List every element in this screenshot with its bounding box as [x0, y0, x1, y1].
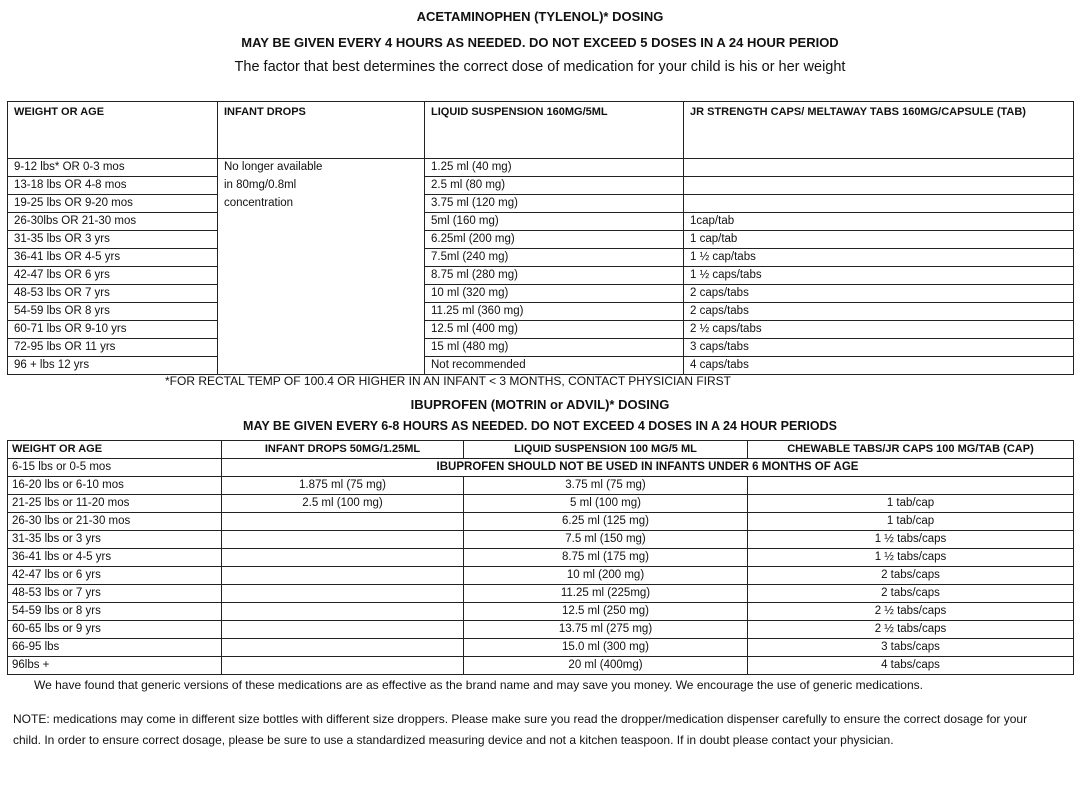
infant-drops-cell: concentration — [218, 195, 425, 213]
table-row — [8, 603, 1074, 621]
warning-cell: IBUPROFEN SHOULD NOT BE USED IN INFANTS UNDER 6 MONTHS OF AGE — [222, 459, 1074, 477]
table-row — [8, 195, 1074, 213]
table-row — [8, 177, 1074, 195]
table-row — [8, 213, 1074, 231]
column-header: WEIGHT OR AGE — [8, 102, 218, 159]
infant-drops-cell — [222, 567, 464, 585]
chewable-tabs-cell — [748, 477, 1074, 495]
table-row — [8, 549, 1074, 567]
table-row — [8, 531, 1074, 549]
table-row — [8, 159, 1074, 177]
liquid-suspension-cell: 13.75 ml (275 mg) — [464, 621, 748, 639]
chewable-tabs-cell: 2 ½ tabs/caps — [748, 621, 1074, 639]
infant-drops-cell — [222, 549, 464, 567]
jr-strength-cell: 1cap/tab — [684, 213, 1074, 231]
jr-strength-cell: 2 caps/tabs — [684, 303, 1074, 321]
ibuprofen-table — [7, 440, 1074, 675]
column-header: LIQUID SUSPENSION 100 MG/5 ML — [464, 441, 748, 459]
table-row — [8, 339, 1074, 357]
weight-age-cell: 26-30 lbs or 21-30 mos — [8, 513, 222, 531]
chewable-tabs-cell: 1 tab/cap — [748, 513, 1074, 531]
weight-age-cell: 13-18 lbs OR 4-8 mos — [8, 177, 218, 195]
liquid-suspension-cell: 10 ml (200 mg) — [464, 567, 748, 585]
jr-strength-cell: 2 ½ caps/tabs — [684, 321, 1074, 339]
table-row — [8, 657, 1074, 675]
table-row — [8, 567, 1074, 585]
infant-drops-cell — [218, 231, 425, 249]
dosage-note: NOTE: medications may come in different size bottles with different size droppers. Please make sure you read the dropper/medication dispenser carefully to ensure the correct dosage for your child. In order to ensure correct dosage, please be sure to use a standardized measuring device and not a kitchen teaspoon. If in doubt please contact your physician. — [13, 712, 1028, 747]
jr-strength-cell: 4 caps/tabs — [684, 357, 1074, 375]
weight-age-cell: 54-59 lbs OR 8 yrs — [8, 303, 218, 321]
jr-strength-cell: 2 caps/tabs — [684, 285, 1074, 303]
column-header: CHEWABLE TABS/JR CAPS 100 MG/TAB (CAP) — [748, 441, 1074, 459]
chewable-tabs-cell: 4 tabs/caps — [748, 657, 1074, 675]
weight-age-cell: 96 + lbs 12 yrs — [8, 357, 218, 375]
jr-strength-cell: 1 cap/tab — [684, 231, 1074, 249]
liquid-suspension-cell: 20 ml (400mg) — [464, 657, 748, 675]
weight-age-cell: 48-53 lbs OR 7 yrs — [8, 285, 218, 303]
chewable-tabs-cell: 2 ½ tabs/caps — [748, 603, 1074, 621]
infant-drops-cell — [218, 213, 425, 231]
infant-drops-cell — [222, 585, 464, 603]
column-header: INFANT DROPS — [218, 102, 425, 159]
liquid-suspension-cell: 3.75 ml (120 mg) — [425, 195, 684, 213]
infant-drops-cell — [218, 321, 425, 339]
liquid-suspension-cell: 12.5 ml (250 mg) — [464, 603, 748, 621]
acetaminophen-table — [7, 101, 1074, 375]
ibuprofen-subtitle: MAY BE GIVEN EVERY 6-8 HOURS AS NEEDED. DO NOT EXCEED 4 DOSES IN A 24 HOUR PERIODS — [243, 419, 837, 433]
chewable-tabs-cell: 2 tabs/caps — [748, 567, 1074, 585]
weight-age-cell: 54-59 lbs or 8 yrs — [8, 603, 222, 621]
liquid-suspension-cell: 12.5 ml (400 mg) — [425, 321, 684, 339]
acetaminophen-intro: The factor that best determines the correct dose of medication for your child is his or her weight — [234, 59, 846, 75]
weight-age-cell: 66-95 lbs — [8, 639, 222, 657]
liquid-suspension-cell: 15.0 ml (300 mg) — [464, 639, 748, 657]
table-row — [8, 639, 1074, 657]
weight-age-cell: 19-25 lbs OR 9-20 mos — [8, 195, 218, 213]
liquid-suspension-cell: Not recommended — [425, 357, 684, 375]
jr-strength-cell — [684, 177, 1074, 195]
weight-age-cell: 16-20 lbs or 6-10 mos — [8, 477, 222, 495]
weight-age-cell: 72-95 lbs OR 11 yrs — [8, 339, 218, 357]
weight-age-cell: 42-47 lbs OR 6 yrs — [8, 267, 218, 285]
table-row — [8, 321, 1074, 339]
infant-drops-cell — [218, 339, 425, 357]
infant-drops-cell — [222, 531, 464, 549]
infant-drops-cell — [218, 303, 425, 321]
table-row — [8, 231, 1074, 249]
table-row — [8, 477, 1074, 495]
jr-strength-cell: 1 ½ caps/tabs — [684, 267, 1074, 285]
table-row — [8, 585, 1074, 603]
weight-age-cell: 31-35 lbs or 3 yrs — [8, 531, 222, 549]
chewable-tabs-cell: 1 tab/cap — [748, 495, 1074, 513]
chewable-tabs-cell: 1 ½ tabs/caps — [748, 531, 1074, 549]
table-row — [8, 249, 1074, 267]
infant-drops-cell — [222, 603, 464, 621]
weight-age-cell: 6-15 lbs or 0-5 mos — [8, 459, 222, 477]
weight-age-cell: 31-35 lbs OR 3 yrs — [8, 231, 218, 249]
liquid-suspension-cell: 11.25 ml (225mg) — [464, 585, 748, 603]
chewable-tabs-cell: 1 ½ tabs/caps — [748, 549, 1074, 567]
liquid-suspension-cell: 1.25 ml (40 mg) — [425, 159, 684, 177]
weight-age-cell: 60-71 lbs OR 9-10 yrs — [8, 321, 218, 339]
infant-drops-cell — [222, 657, 464, 675]
column-header: WEIGHT OR AGE — [8, 441, 222, 459]
infant-drops-cell — [218, 267, 425, 285]
weight-age-cell: 96lbs + — [8, 657, 222, 675]
liquid-suspension-cell: 8.75 ml (175 mg) — [464, 549, 748, 567]
infant-drops-cell: in 80mg/0.8ml — [218, 177, 425, 195]
infant-drops-cell — [218, 249, 425, 267]
acetaminophen-footnote: *FOR RECTAL TEMP OF 100.4 OR HIGHER IN AN INFANT < 3 MONTHS, CONTACT PHYSICIAN FIRST — [165, 374, 731, 388]
liquid-suspension-cell: 11.25 ml (360 mg) — [425, 303, 684, 321]
weight-age-cell: 21-25 lbs or 11-20 mos — [8, 495, 222, 513]
infant-drops-cell — [218, 285, 425, 303]
acetaminophen-title: ACETAMINOPHEN (TYLENOL)* DOSING — [416, 9, 664, 24]
column-header: LIQUID SUSPENSION 160MG/5ML — [425, 102, 684, 159]
jr-strength-cell — [684, 159, 1074, 177]
column-header: INFANT DROPS 50MG/1.25ML — [222, 441, 464, 459]
liquid-suspension-cell: 6.25 ml (125 mg) — [464, 513, 748, 531]
jr-strength-cell — [684, 195, 1074, 213]
liquid-suspension-cell: 7.5 ml (150 mg) — [464, 531, 748, 549]
acetaminophen-subtitle: MAY BE GIVEN EVERY 4 HOURS AS NEEDED. DO NOT EXCEED 5 DOSES IN A 24 HOUR PERIOD — [241, 35, 839, 50]
table-row — [8, 285, 1074, 303]
liquid-suspension-cell: 8.75 ml (280 mg) — [425, 267, 684, 285]
infant-drops-cell: 2.5 ml (100 mg) — [222, 495, 464, 513]
weight-age-cell: 48-53 lbs or 7 yrs — [8, 585, 222, 603]
liquid-suspension-cell: 7.5ml (240 mg) — [425, 249, 684, 267]
weight-age-cell: 36-41 lbs or 4-5 yrs — [8, 549, 222, 567]
liquid-suspension-cell: 5ml (160 mg) — [425, 213, 684, 231]
chewable-tabs-cell: 3 tabs/caps — [748, 639, 1074, 657]
table-row — [8, 513, 1074, 531]
liquid-suspension-cell: 15 ml (480 mg) — [425, 339, 684, 357]
infant-drops-cell — [222, 639, 464, 657]
ibuprofen-title: IBUPROFEN (MOTRIN or ADVIL)* DOSING — [410, 397, 670, 412]
chewable-tabs-cell: 2 tabs/caps — [748, 585, 1074, 603]
infant-drops-cell — [222, 621, 464, 639]
weight-age-cell: 9-12 lbs* OR 0-3 mos — [8, 159, 218, 177]
table-row — [8, 357, 1074, 375]
table-row — [8, 495, 1074, 513]
table-header-row — [8, 441, 1074, 459]
weight-age-cell: 26-30lbs OR 21-30 mos — [8, 213, 218, 231]
liquid-suspension-cell: 6.25ml (200 mg) — [425, 231, 684, 249]
infant-drops-cell: No longer available — [218, 159, 425, 177]
infant-drops-cell — [218, 357, 425, 375]
generic-note: We have found that generic versions of these medications are as effective as the brand name and may save you money. We encourage the use of generic medications. — [34, 678, 923, 692]
table-row — [8, 621, 1074, 639]
infant-drops-cell: 1.875 ml (75 mg) — [222, 477, 464, 495]
infant-drops-cell — [222, 513, 464, 531]
weight-age-cell: 60-65 lbs or 9 yrs — [8, 621, 222, 639]
jr-strength-cell: 3 caps/tabs — [684, 339, 1074, 357]
liquid-suspension-cell: 5 ml (100 mg) — [464, 495, 748, 513]
liquid-suspension-cell: 2.5 ml (80 mg) — [425, 177, 684, 195]
liquid-suspension-cell: 10 ml (320 mg) — [425, 285, 684, 303]
liquid-suspension-cell: 3.75 ml (75 mg) — [464, 477, 748, 495]
jr-strength-cell: 1 ½ cap/tabs — [684, 249, 1074, 267]
weight-age-cell: 36-41 lbs OR 4-5 yrs — [8, 249, 218, 267]
weight-age-cell: 42-47 lbs or 6 yrs — [8, 567, 222, 585]
column-header: JR STRENGTH CAPS/ MELTAWAY TABS 160MG/CAPSULE (TAB) — [684, 102, 1074, 159]
table-row — [8, 459, 1074, 477]
table-header-row — [8, 102, 1074, 159]
table-row — [8, 267, 1074, 285]
table-row — [8, 303, 1074, 321]
